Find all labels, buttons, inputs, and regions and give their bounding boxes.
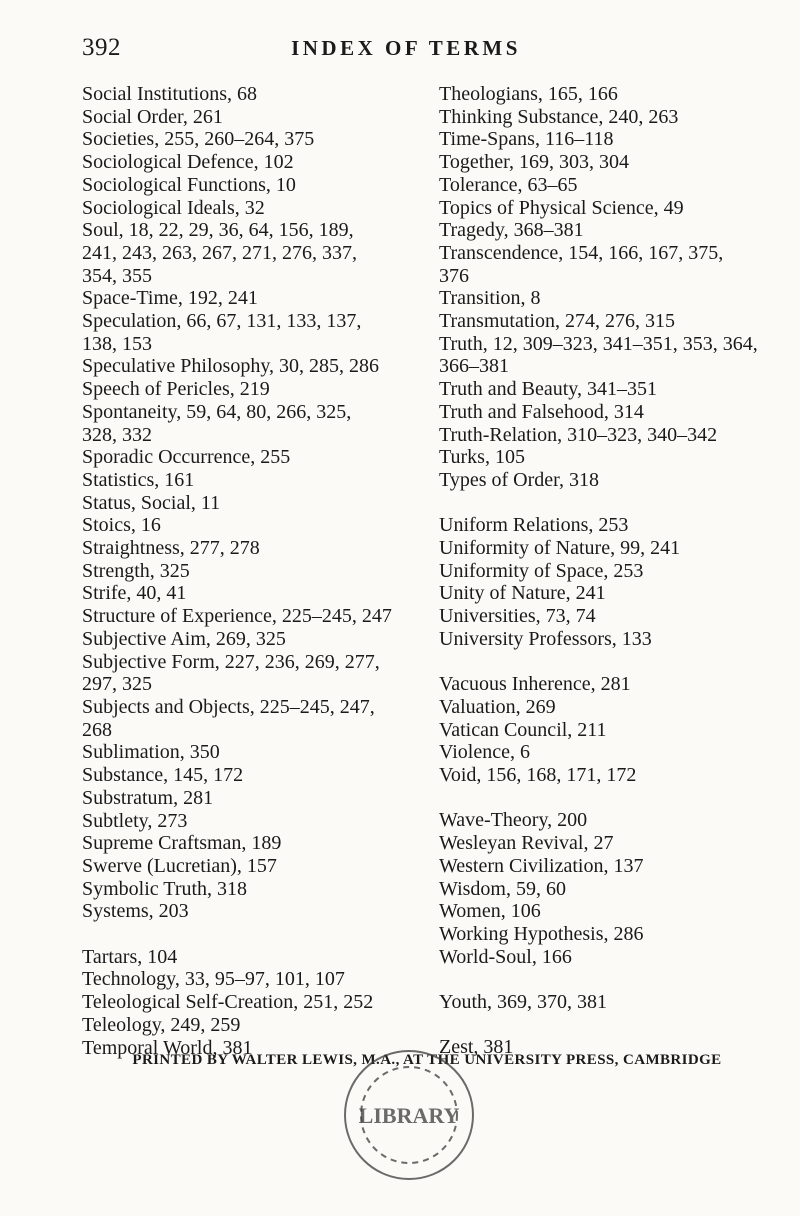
library-stamp xyxy=(334,1040,484,1190)
index-entry: Supreme Craftsman, 189 xyxy=(82,832,282,855)
index-entry: Tragedy, 368–381 xyxy=(439,219,584,242)
index-entry: Vacuous Inherence, 281 xyxy=(439,673,631,696)
index-entry: Sporadic Occurrence, 255 xyxy=(82,446,291,469)
index-entry: Social Institutions, 68 xyxy=(82,83,257,105)
index-entry-continuation: 354, 355 xyxy=(82,264,152,287)
section-gap xyxy=(439,651,784,674)
index-entry: Together, 169, 303, 304 xyxy=(439,151,629,174)
index-entry: Teleological Self-Creation, 251, 252 xyxy=(82,991,374,1014)
index-entry: Soul, 18, 22, 29, 36, 64, 156, 189, xyxy=(82,219,354,242)
index-entry: Valuation, 269 xyxy=(439,695,556,718)
index-entry: Zest, 381 xyxy=(439,1036,514,1059)
index-entry: Statistics, 161 xyxy=(82,468,195,491)
index-entry: Technology, 33, 95–97, 101, 107 xyxy=(82,968,345,991)
index-entry: Speculative Philosophy, 30, 285, 286 xyxy=(82,355,380,378)
index-entry: Straightness, 277, 278 xyxy=(82,537,260,560)
index-column-left xyxy=(82,83,427,1059)
stamp-text: LIBRARY xyxy=(358,1103,460,1128)
index-entry: Thinking Substance, 240, 263 xyxy=(439,105,679,128)
index-entry: Turks, 105 xyxy=(439,446,525,469)
index-entry: Youth, 369, 370, 381 xyxy=(439,991,607,1014)
index-entry: Women, 106 xyxy=(439,900,541,923)
index-entry: Tolerance, 63–65 xyxy=(439,173,578,196)
index-entry: Topics of Physical Science, 49 xyxy=(439,196,684,219)
index-entry-continuation: 241, 243, 263, 267, 271, 276, 337, xyxy=(82,241,357,264)
index-entry: Violence, 6 xyxy=(439,741,530,764)
index-entry: Spontaneity, 59, 64, 80, 266, 325, xyxy=(82,400,352,423)
index-entry: Transcendence, 154, 166, 167, 375, xyxy=(439,241,724,264)
index-entry: Sociological Ideals, 32 xyxy=(82,196,265,219)
index-entry: Sociological Functions, 10 xyxy=(82,173,296,196)
index-entry: Tartars, 104 xyxy=(82,945,178,968)
index-entry: Wisdom, 59, 60 xyxy=(439,877,566,900)
index-entry: Truth and Falsehood, 314 xyxy=(439,400,644,423)
index-entry: Uniformity of Space, 253 xyxy=(439,559,644,582)
index-entry: Speech of Pericles, 219 xyxy=(82,378,270,401)
index-entry-continuation: 138, 153 xyxy=(82,332,152,355)
section-gap xyxy=(439,787,784,810)
index-entry: Wesleyan Revival, 27 xyxy=(439,832,614,855)
index-entry: Uniformity of Nature, 99, 241 xyxy=(439,537,681,560)
section-gap xyxy=(82,923,427,946)
printer-colophon: PRINTED BY WALTER LEWIS, M.A., AT THE UNIVERSITY PRESS, CAMBRIDGE xyxy=(132,1052,722,1068)
index-entry: Substance, 145, 172 xyxy=(82,764,244,787)
index-entry: Swerve (Lucretian), 157 xyxy=(82,854,277,877)
page-header xyxy=(82,34,730,68)
index-entry: Strife, 40, 41 xyxy=(82,582,187,605)
index-entry: Temporal World, 381 xyxy=(82,1036,253,1059)
index-entry: Subjects and Objects, 225–245, 247, xyxy=(82,695,375,718)
index-entry: Truth and Beauty, 341–351 xyxy=(439,378,657,401)
index-entry: World-Soul, 166 xyxy=(439,945,572,968)
index-entry: Social Order, 261 xyxy=(82,105,223,128)
index-entry-continuation: 376 xyxy=(439,264,469,287)
index-entry: University Professors, 133 xyxy=(439,627,652,650)
index-entry: Structure of Experience, 225–245, 247 xyxy=(82,605,392,628)
section-gap xyxy=(439,492,784,515)
index-entry: Types of Order, 318 xyxy=(439,468,599,491)
index-entry: Time-Spans, 116–118 xyxy=(439,128,614,151)
index-entry: Sublimation, 350 xyxy=(82,741,220,764)
page-number: 392 xyxy=(82,34,121,61)
index-column-right xyxy=(439,83,784,1059)
index-entry-continuation: 297, 325 xyxy=(82,673,152,696)
section-gap xyxy=(439,1014,784,1037)
index-entry: Subtlety, 273 xyxy=(82,809,188,832)
index-entry: Wave-Theory, 200 xyxy=(439,809,588,832)
index-entry-continuation: 268 xyxy=(82,718,112,741)
index-entry: Stoics, 16 xyxy=(82,514,161,537)
index-entry: Sociological Defence, 102 xyxy=(82,151,294,174)
index-entry: Societies, 255, 260–264, 375 xyxy=(82,128,315,151)
index-entry-continuation: 328, 332 xyxy=(82,423,152,446)
index-entry: Substratum, 281 xyxy=(82,786,214,809)
index-entry: Vatican Council, 211 xyxy=(439,718,607,741)
running-head-title: INDEX OF TERMS xyxy=(291,36,521,60)
index-entry: Strength, 325 xyxy=(82,559,190,582)
index-entry: Truth, 12, 309–323, 341–351, 353, 364, xyxy=(439,332,758,355)
index-entry: Working Hypothesis, 286 xyxy=(439,922,644,945)
index-entry: Symbolic Truth, 318 xyxy=(82,877,248,900)
index-entry: Speculation, 66, 67, 131, 133, 137, xyxy=(82,310,362,333)
index-entry: Unity of Nature, 241 xyxy=(439,582,606,605)
index-entry: Universities, 73, 74 xyxy=(439,605,596,628)
index-entry: Teleology, 249, 259 xyxy=(82,1013,241,1036)
index-entry: Theologians, 165, 166 xyxy=(439,83,618,105)
section-gap xyxy=(439,968,784,991)
index-entry: Subjective Aim, 269, 325 xyxy=(82,627,286,650)
index-entry: Transition, 8 xyxy=(439,287,541,310)
index-entry: Subjective Form, 227, 236, 269, 277, xyxy=(82,650,380,673)
index-entry: Western Civilization, 137 xyxy=(439,854,644,877)
index-entry: Uniform Relations, 253 xyxy=(439,514,629,537)
index-entry: Transmutation, 274, 276, 315 xyxy=(439,310,675,333)
index-entry: Void, 156, 168, 171, 172 xyxy=(439,764,637,787)
index-entry: Status, Social, 11 xyxy=(82,491,221,514)
index-entry: Space-Time, 192, 241 xyxy=(82,287,258,310)
index-entry: Systems, 203 xyxy=(82,900,189,923)
index-entry-continuation: 366–381 xyxy=(439,355,509,378)
index-entry: Truth-Relation, 310–323, 340–342 xyxy=(439,423,718,446)
